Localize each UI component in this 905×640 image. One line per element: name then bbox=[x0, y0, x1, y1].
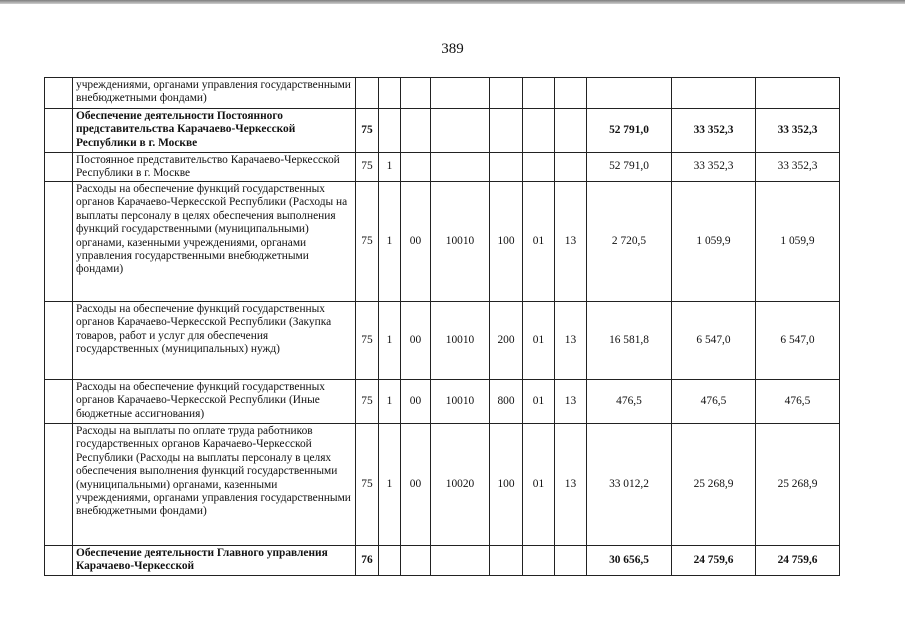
cell-razdel bbox=[379, 546, 401, 576]
table-row bbox=[45, 182, 840, 302]
cell-cs-direction: 10020 bbox=[431, 424, 490, 546]
cell-sum-2: 476,5 bbox=[672, 380, 756, 424]
cell-ved: 76 bbox=[356, 546, 379, 576]
cell-ved: 75 bbox=[356, 424, 379, 546]
table-row bbox=[45, 302, 840, 380]
cell-index bbox=[45, 182, 73, 302]
cell-ved: 75 bbox=[356, 182, 379, 302]
budget-table bbox=[44, 77, 840, 576]
cell-sum-2: 1 059,9 bbox=[672, 182, 756, 302]
cell-section bbox=[523, 153, 555, 182]
cell-index bbox=[45, 380, 73, 424]
cell-expense-type bbox=[490, 546, 523, 576]
cell-expense-type: 100 bbox=[490, 424, 523, 546]
scan-border bbox=[0, 0, 905, 4]
table-row bbox=[45, 424, 840, 546]
cell-index bbox=[45, 153, 73, 182]
cell-ved: 75 bbox=[356, 109, 379, 153]
cell-subsection: 13 bbox=[555, 380, 587, 424]
cell-subsection bbox=[555, 109, 587, 153]
cell-section bbox=[523, 546, 555, 576]
table-row bbox=[45, 380, 840, 424]
cell-razdel: 1 bbox=[379, 153, 401, 182]
cell-cs-program: 00 bbox=[401, 424, 431, 546]
cell-sum-1: 2 720,5 bbox=[587, 182, 672, 302]
table-row bbox=[45, 109, 840, 153]
cell-name: Обеспечение деятельности Главного управления Карачаево-Черкесской bbox=[73, 546, 356, 576]
cell-section bbox=[523, 78, 555, 109]
cell-index bbox=[45, 78, 73, 109]
cell-index bbox=[45, 302, 73, 380]
cell-expense-type bbox=[490, 78, 523, 109]
cell-name: учреждениями, органами управления государственными внебюджетными фондами) bbox=[73, 78, 356, 109]
cell-razdel: 1 bbox=[379, 424, 401, 546]
cell-sum-3: 476,5 bbox=[756, 380, 840, 424]
cell-section bbox=[523, 109, 555, 153]
cell-cs-program bbox=[401, 109, 431, 153]
cell-sum-3: 33 352,3 bbox=[756, 153, 840, 182]
cell-cs-direction: 10010 bbox=[431, 380, 490, 424]
cell-sum-1 bbox=[587, 78, 672, 109]
cell-sum-2 bbox=[672, 78, 756, 109]
cell-subsection: 13 bbox=[555, 182, 587, 302]
cell-sum-1: 52 791,0 bbox=[587, 109, 672, 153]
cell-name: Расходы на обеспечение функций государственных органов Карачаево-Черкесской Республики (Иные бюджетные ассигнования) bbox=[73, 380, 356, 424]
cell-name: Обеспечение деятельности Постоянного представительства Карачаево-Черкесской Республики в г. Москве bbox=[73, 109, 356, 153]
cell-razdel bbox=[379, 78, 401, 109]
cell-sum-2: 25 268,9 bbox=[672, 424, 756, 546]
cell-razdel bbox=[379, 109, 401, 153]
cell-cs-program: 00 bbox=[401, 302, 431, 380]
cell-sum-2: 6 547,0 bbox=[672, 302, 756, 380]
cell-cs-direction: 10010 bbox=[431, 302, 490, 380]
cell-cs-program: 00 bbox=[401, 380, 431, 424]
cell-section: 01 bbox=[523, 182, 555, 302]
cell-name: Расходы на обеспечение функций государственных органов Карачаево-Черкесской Республики (Расходы на выплаты персоналу в целях обеспечения выполнения функций государственными (муниципальными) органами, казенными учреждениями, органами управления государственными внебюджетными фондами) bbox=[73, 182, 356, 302]
cell-sum-3 bbox=[756, 78, 840, 109]
cell-razdel: 1 bbox=[379, 182, 401, 302]
cell-cs-direction bbox=[431, 546, 490, 576]
cell-expense-type bbox=[490, 153, 523, 182]
cell-cs-direction bbox=[431, 78, 490, 109]
cell-cs-program: 00 bbox=[401, 182, 431, 302]
cell-sum-3: 24 759,6 bbox=[756, 546, 840, 576]
cell-ved: 75 bbox=[356, 380, 379, 424]
cell-expense-type: 800 bbox=[490, 380, 523, 424]
cell-index bbox=[45, 424, 73, 546]
cell-section: 01 bbox=[523, 380, 555, 424]
cell-subsection bbox=[555, 153, 587, 182]
cell-sum-3: 6 547,0 bbox=[756, 302, 840, 380]
cell-expense-type bbox=[490, 109, 523, 153]
cell-name: Расходы на выплаты по оплате труда работников государственных органов Карачаево-Черкесской Республики (Расходы на выплаты персоналу в целях обеспечения выполнения функций государственными (муниципальными) органами, казенными учреждениями, органами управления государственными внебюджетными фондами) bbox=[73, 424, 356, 546]
cell-sum-3: 1 059,9 bbox=[756, 182, 840, 302]
cell-ved: 75 bbox=[356, 302, 379, 380]
cell-sum-3: 25 268,9 bbox=[756, 424, 840, 546]
cell-razdel: 1 bbox=[379, 302, 401, 380]
cell-subsection: 13 bbox=[555, 302, 587, 380]
cell-subsection: 13 bbox=[555, 424, 587, 546]
cell-index bbox=[45, 109, 73, 153]
cell-sum-1: 476,5 bbox=[587, 380, 672, 424]
cell-index bbox=[45, 546, 73, 576]
cell-sum-1: 52 791,0 bbox=[587, 153, 672, 182]
table-row bbox=[45, 153, 840, 182]
cell-razdel: 1 bbox=[379, 380, 401, 424]
cell-sum-2: 33 352,3 bbox=[672, 153, 756, 182]
cell-expense-type: 100 bbox=[490, 182, 523, 302]
cell-subsection bbox=[555, 546, 587, 576]
cell-expense-type: 200 bbox=[490, 302, 523, 380]
page-number: 389 bbox=[441, 41, 464, 57]
cell-cs-program bbox=[401, 78, 431, 109]
cell-sum-1: 16 581,8 bbox=[587, 302, 672, 380]
cell-section: 01 bbox=[523, 302, 555, 380]
cell-subsection bbox=[555, 78, 587, 109]
cell-sum-3: 33 352,3 bbox=[756, 109, 840, 153]
cell-cs-direction bbox=[431, 109, 490, 153]
cell-ved bbox=[356, 78, 379, 109]
cell-ved: 75 bbox=[356, 153, 379, 182]
cell-name: Расходы на обеспечение функций государственных органов Карачаево-Черкесской Республики (Закупка товаров, работ и услуг для обеспечения государственных (муниципальных) нужд) bbox=[73, 302, 356, 380]
cell-sum-1: 33 012,2 bbox=[587, 424, 672, 546]
cell-section: 01 bbox=[523, 424, 555, 546]
cell-sum-1: 30 656,5 bbox=[587, 546, 672, 576]
table-row bbox=[45, 78, 840, 109]
cell-sum-2: 33 352,3 bbox=[672, 109, 756, 153]
cell-name: Постоянное представительство Карачаево-Черкесской Республики в г. Москве bbox=[73, 153, 356, 182]
cell-cs-direction: 10010 bbox=[431, 182, 490, 302]
cell-cs-program bbox=[401, 546, 431, 576]
cell-sum-2: 24 759,6 bbox=[672, 546, 756, 576]
table-row bbox=[45, 546, 840, 576]
cell-cs-direction bbox=[431, 153, 490, 182]
cell-cs-program bbox=[401, 153, 431, 182]
